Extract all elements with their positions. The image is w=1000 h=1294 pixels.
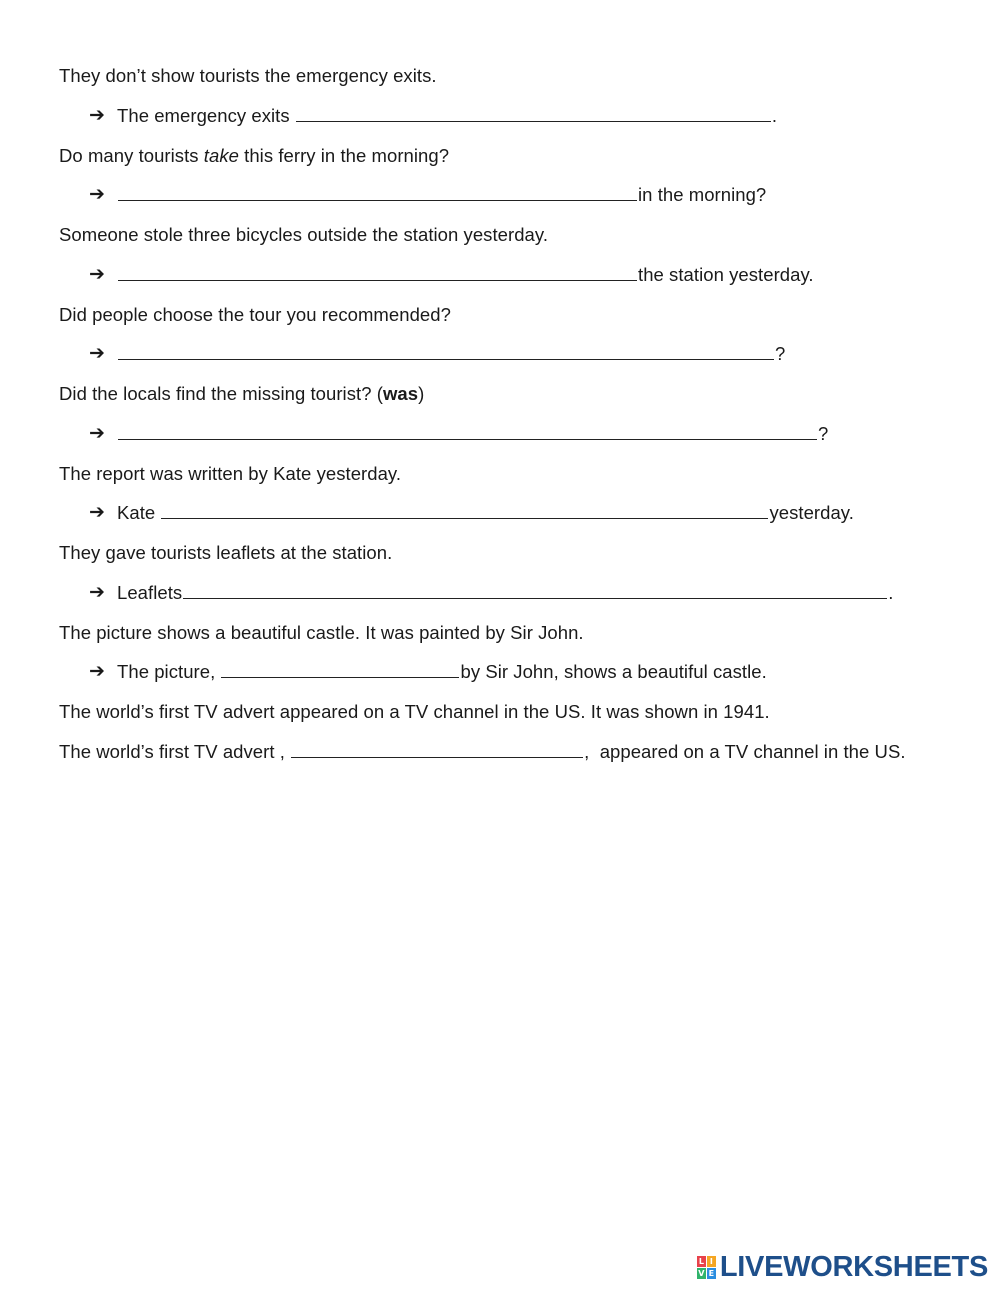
answer-line (59, 493, 959, 533)
logo-letter: L (698, 1257, 704, 1266)
prompt-text: The report was written by Kate yesterday. (59, 462, 402, 484)
answer-blank-7[interactable] (183, 582, 887, 599)
prompt-text: Do many tourists (59, 144, 204, 166)
answer-blank-3[interactable] (118, 264, 637, 281)
prompt-text: Someone stole three bicycles outside the station yesterday. (59, 224, 549, 245)
question-prompt (59, 374, 959, 414)
liveworksheets-logo (697, 1251, 988, 1284)
answer-line (59, 96, 959, 136)
answer-prefix: Kate (117, 502, 161, 524)
arrow-icon: ➔ (89, 184, 105, 206)
answer-suffix: by Sir John, shows a beautiful castle. (460, 661, 767, 683)
answer-line (59, 573, 959, 613)
answer-blank-2[interactable] (118, 184, 637, 201)
question-prompt (59, 454, 959, 494)
answer-blank-1[interactable] (296, 105, 771, 122)
logo-letter: V (698, 1269, 705, 1278)
answer-line (59, 175, 959, 215)
answer-text (117, 334, 785, 374)
prompt-text: this ferry in the morning? (238, 144, 450, 166)
answer-prefix: Leaflets (117, 581, 183, 603)
answer-prefix: The world’s first TV advert , (59, 740, 291, 762)
arrow-icon: ➔ (89, 502, 105, 524)
answer-line (59, 334, 959, 374)
answer-text (117, 414, 828, 454)
arrow-icon: ➔ (89, 104, 105, 126)
answer-blank-6[interactable] (161, 502, 768, 519)
arrow-icon: ➔ (89, 581, 105, 603)
answer-line (59, 652, 959, 692)
worksheet (59, 56, 959, 772)
logo-mark-icon (697, 1256, 716, 1279)
answer-suffix: in the morning? (638, 184, 767, 206)
answer-line (59, 414, 959, 454)
answer-suffix: . (888, 581, 894, 603)
question-prompt (59, 295, 959, 335)
arrow-icon: ➔ (89, 263, 105, 285)
arrow-icon: ➔ (89, 422, 105, 444)
italic-word: take (203, 144, 239, 166)
prompt-text: They don’t show tourists the emergency exits. (59, 65, 437, 86)
prompt-text: The world’s first TV advert appeared on a TV channel in the US. It was shown in 1941. (59, 701, 770, 722)
answer-blank-4[interactable] (118, 343, 774, 360)
bold-hint: was (382, 383, 419, 404)
answer-blank-8[interactable] (221, 661, 459, 678)
logo-text: LIVEWORKSHEETS (719, 1251, 988, 1283)
logo-letter: E (708, 1269, 715, 1278)
answer-suffix: , appeared on a TV channel in the US. (584, 740, 906, 762)
answer-text (117, 96, 777, 136)
answer-text (117, 573, 893, 613)
answer-blank-5[interactable] (118, 423, 817, 440)
question-prompt (59, 533, 959, 573)
question-prompt (59, 56, 959, 96)
answer-text (117, 175, 766, 215)
question-prompt (59, 215, 959, 255)
answer-prefix: The picture, (117, 661, 221, 683)
prompt-text: Did people choose the tour you recommended? (59, 303, 451, 325)
logo-letter: I (707, 1256, 716, 1267)
answer-suffix: ? (775, 343, 786, 365)
answer-text (117, 255, 814, 295)
arrow-icon: ➔ (89, 343, 105, 365)
answer-prefix: The emergency exits (117, 104, 295, 126)
answer-line (59, 255, 959, 295)
answer-suffix: ? (818, 422, 829, 444)
arrow-icon: ➔ (89, 661, 105, 683)
question-prompt (59, 613, 959, 653)
final-answer-line (59, 732, 959, 772)
answer-text (117, 652, 767, 692)
answer-suffix: the station yesterday. (638, 263, 814, 285)
prompt-text: Did the locals find the missing tourist? ( (59, 383, 383, 404)
prompt-text: ) (418, 383, 425, 404)
answer-suffix: . (771, 104, 778, 126)
answer-text (117, 493, 854, 533)
question-prompt (59, 692, 959, 732)
prompt-text: The picture shows a beautiful castle. It was painted by Sir John. (59, 621, 584, 643)
prompt-text: They gave tourists leaflets at the station. (59, 542, 393, 563)
question-prompt (59, 136, 959, 176)
answer-blank-9[interactable] (291, 741, 583, 758)
answer-suffix: yesterday. (769, 502, 854, 524)
